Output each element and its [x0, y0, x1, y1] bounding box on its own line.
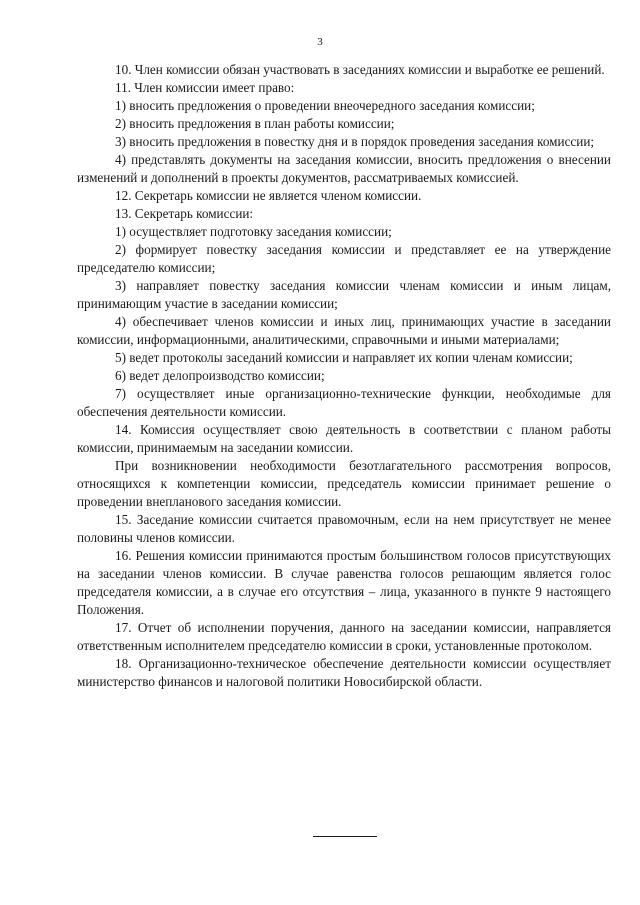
list-item: 4) обеспечивает членов комиссии и иных лиц, принимающих участие в заседании комиссии, информационными, аналитическими, справочными и иными материалами; [77, 314, 611, 347]
paragraph-13: 13. Секретарь комиссии: [115, 206, 254, 221]
list-item: 7) осуществляет иные организационно-технические функции, необходимые для обеспечения деятельности комиссии. [77, 386, 611, 419]
paragraph-unplanned-meeting: При возникновении необходимости безотлагательного рассмотрения вопросов, относящихся к компетенции комиссии, председатель комиссии принимает решение о проведении внепланового заседания комиссии. [77, 458, 611, 509]
paragraph-16: 16. Решения комиссии принимаются простым большинством голосов присутствующих на заседании членов комиссии. В случае равенства голосов решающим является голос председателя комиссии, а в случае его отсутствия – лица, указанного в пункте 9 настоящего Положения. [77, 548, 611, 617]
paragraph-11: 11. Член комиссии имеет право: [115, 80, 295, 95]
list-item: 1) вносить предложения о проведении внеочередного заседания комиссии; [115, 98, 535, 113]
paragraph-12: 12. Секретарь комиссии не является членом комиссии. [115, 188, 422, 203]
list-item: 2) вносить предложения в план работы комиссии; [115, 116, 395, 131]
list-item: 3) направляет повестку заседания комиссии членам комиссии и иным лицам, принимающим участие в заседании комиссии; [77, 278, 611, 311]
document-body [77, 61, 611, 691]
list-item: 5) ведет протоколы заседаний комиссии и направляет их копии членам комиссии; [115, 350, 573, 365]
page-number: 3 [317, 36, 323, 48]
list-item: 2) формирует повестку заседания комиссии и представляет ее на утверждение председателю комиссии; [77, 242, 611, 275]
paragraph-14: 14. Комиссия осуществляет свою деятельность в соответствии с планом работы комиссии, принимаемым на заседании комиссии. [77, 422, 611, 455]
list-item: 6) ведет делопроизводство комиссии; [115, 368, 325, 383]
paragraph-10: 10. Член комиссии обязан участвовать в заседаниях комиссии и выработке ее решений. [115, 62, 605, 77]
list-item: 1) осуществляет подготовку заседания комиссии; [115, 224, 392, 239]
paragraph-17: 17. Отчет об исполнении поручения, данного на заседании комиссии, направляется ответственным исполнителем председателю комиссии в сроки, установленные протоколом. [77, 620, 611, 653]
list-item: 4) представлять документы на заседания комиссии, вносить предложения о внесении изменений и дополнений в проекты документов, рассматриваемых комиссией. [77, 152, 611, 185]
paragraph-18: 18. Организационно-техническое обеспечение деятельности комиссии осуществляет министерство финансов и налоговой политики Новосибирской области. [77, 656, 611, 689]
list-item: 3) вносить предложения в повестку дня и в порядок проведения заседания комиссии; [115, 134, 595, 149]
end-separator-line [313, 836, 377, 837]
paragraph-15: 15. Заседание комиссии считается правомочным, если на нем присутствует не менее половины членов комиссии. [77, 512, 611, 545]
